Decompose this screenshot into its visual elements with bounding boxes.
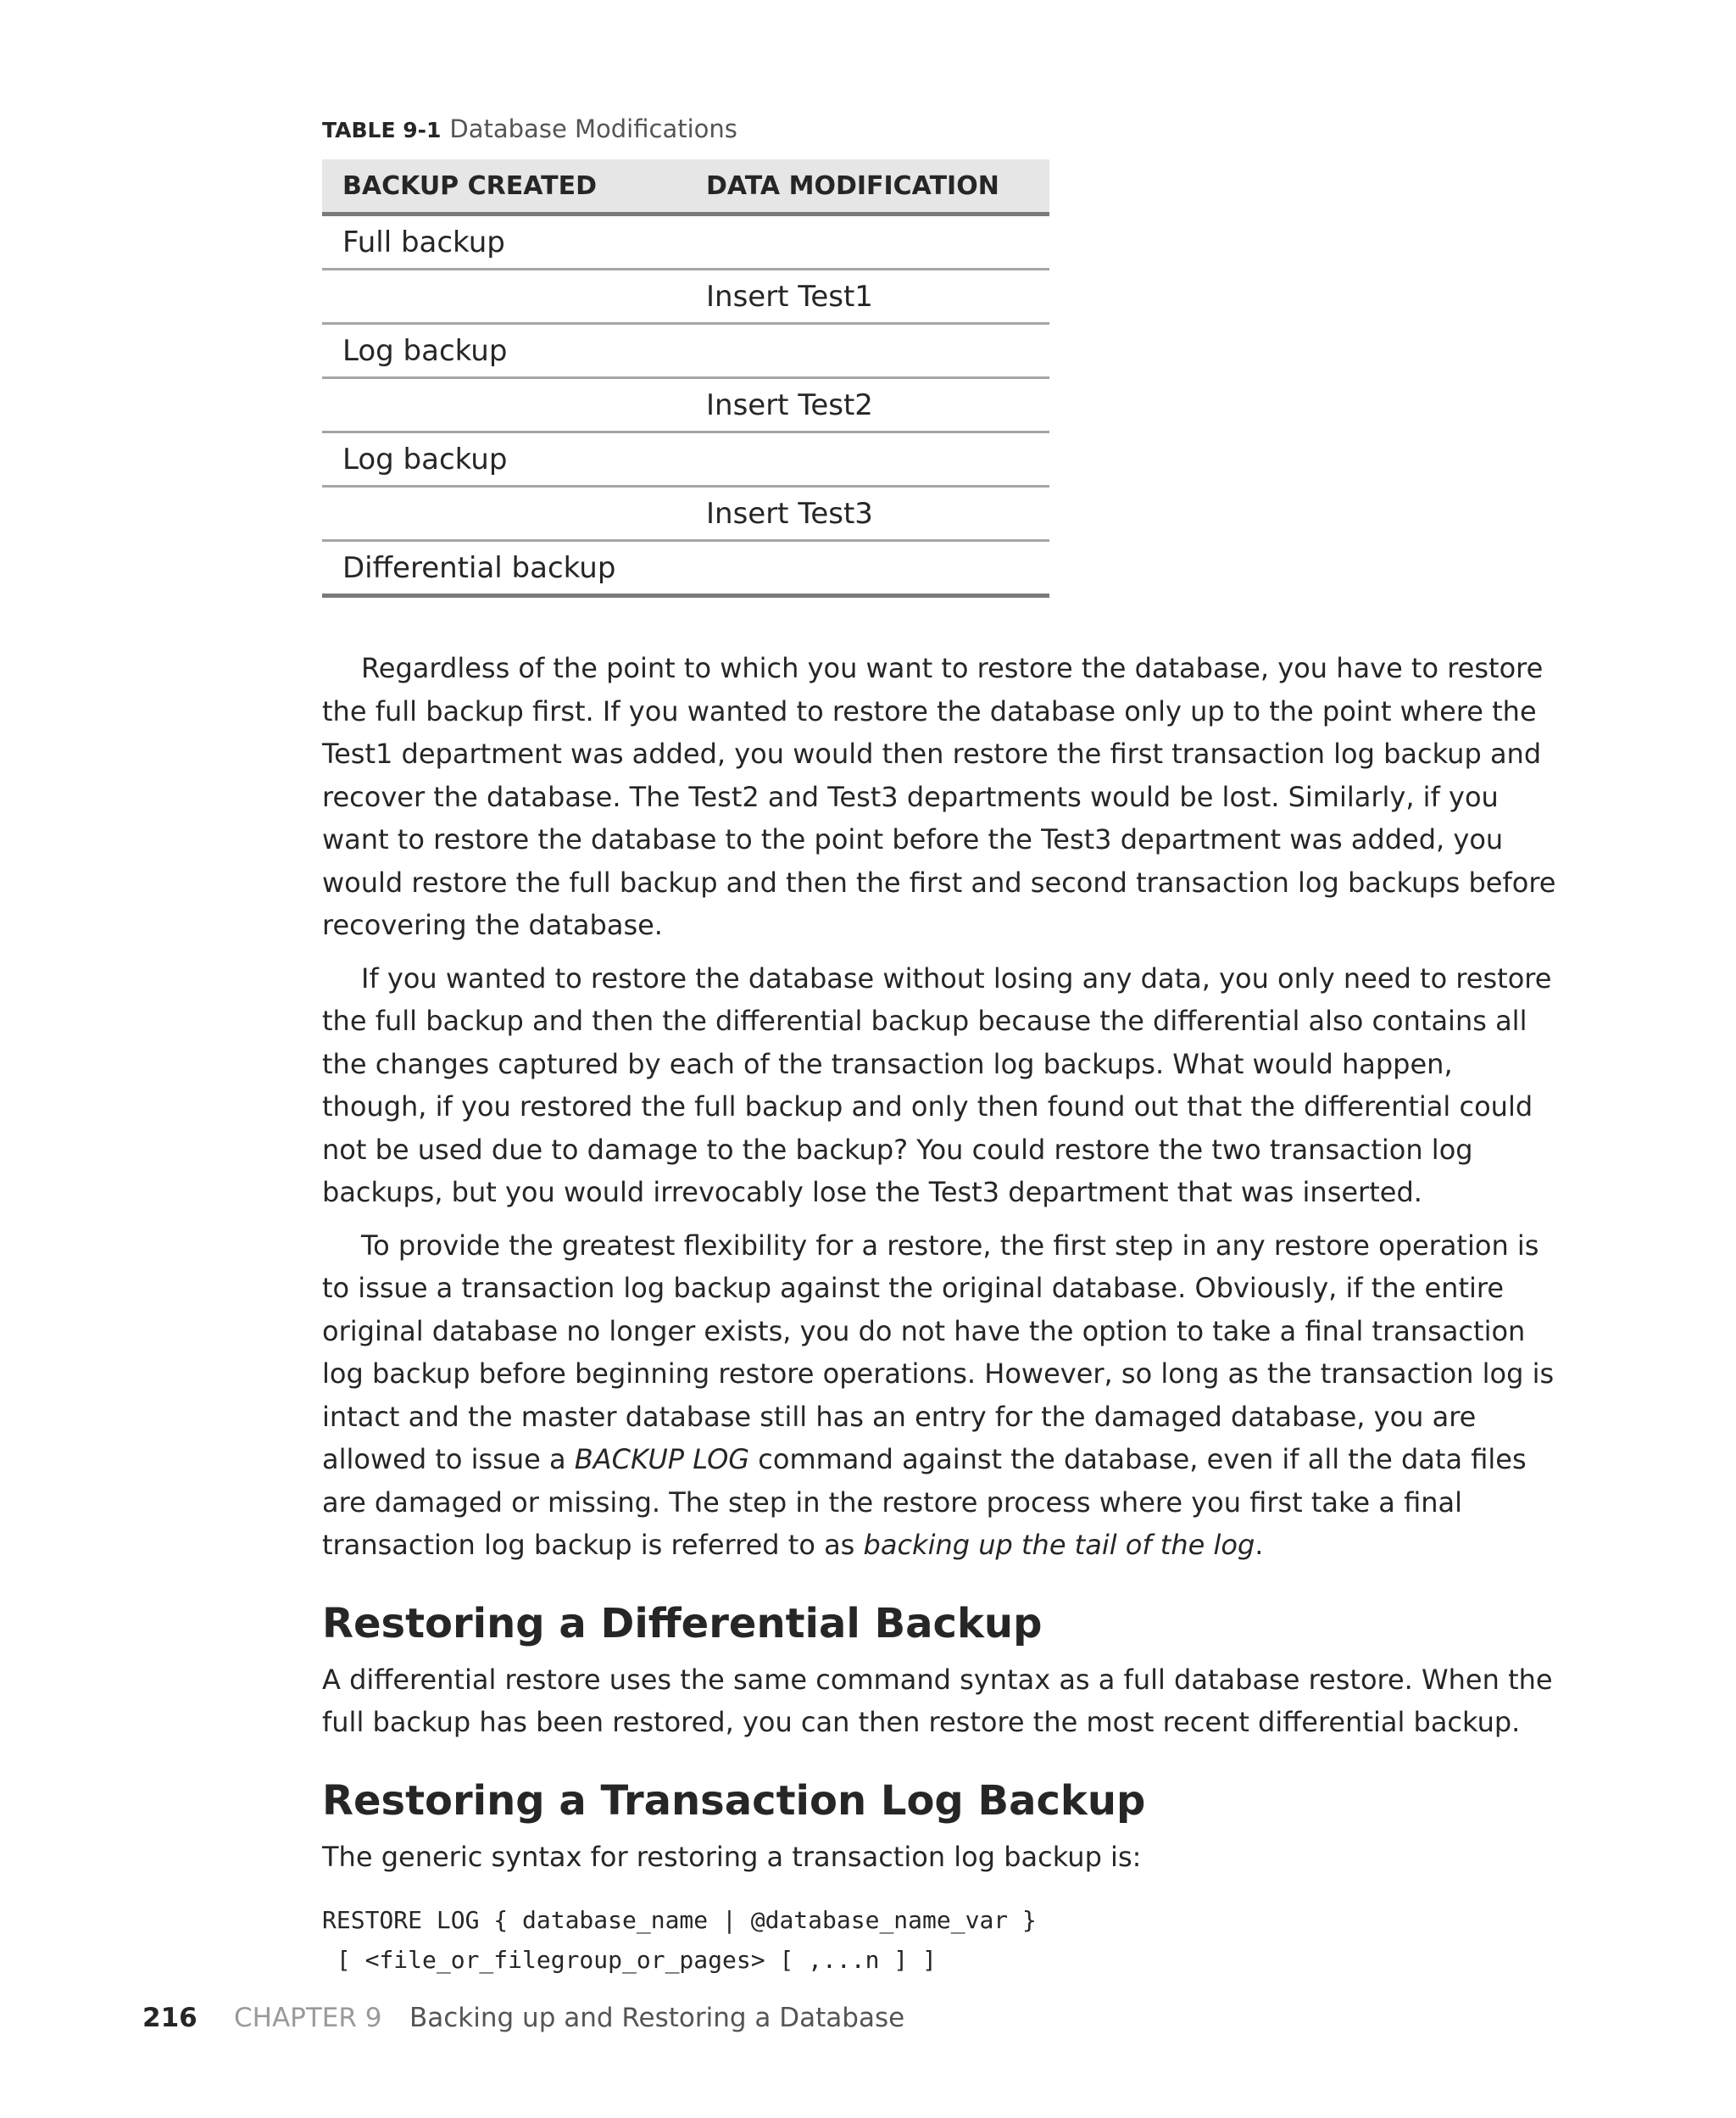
page-content [322,112,1560,1980]
paragraph-restore-point: Regardless of the point to which you want to restore the database, you have to restore the full backup first. If you wanted to restore the database only up to the point where the Test1 department was added, you would then restore the first transaction log backup and recover the database. The Test2 and Test3 departments would be lost. Similarly, if you want to restore the database to the point before the Test3 department was added, you would restore the full backup and then the first and second transaction log backups before recovering the database. [322,652,1556,941]
column-header-data-modification: DATA MODIFICATION [686,159,1049,215]
code-line: [ <file_or_filegroup_or_pages> [ ,...n ] ] [322,1946,937,1974]
cell-data-modification [686,432,1049,487]
table-row [322,432,1049,487]
cell-data-modification: Insert Test3 [686,487,1049,541]
section-heading-transaction-log: Restoring a Transaction Log Backup [322,1776,1146,1825]
code-block [322,1900,1560,1980]
paragraph-tail-of-log [322,1224,1560,1567]
paragraph-transaction-log: The generic syntax for restoring a transaction log backup is: [322,1840,1142,1873]
backup-log-term: BACKUP LOG [574,1443,750,1475]
cell-backup-created [322,378,686,432]
paragraph-no-data-loss: If you wanted to restore the database without losing any data, you only need to restore the full backup and then the differential backup because the differential also contains all the changes captured by each of the transaction log backups. What would happen, though, if you restored the full backup and only then found out that the differential could not be used due to damage to the backup? You could restore the two transaction log backups, but you would irrevocably lose the Test3 department that was inserted. [322,961,1552,1208]
chapter-label: CHAPTER 9 [234,2003,382,2033]
cell-backup-created: Log backup [322,324,686,378]
paragraph-differential: A differential restore uses the same command syntax as a full database restore. When the full backup has been restored, you can then restore the most recent differential backup. [322,1663,1553,1738]
table-row [322,487,1049,541]
cell-backup-created [322,487,686,541]
column-header-backup-created: BACKUP CREATED [322,159,686,215]
table-row [322,324,1049,378]
cell-backup-created [322,270,686,324]
chapter-title: Backing up and Restoring a Database [409,2003,905,2033]
section-heading-differential: Restoring a Differential Backup [322,1599,1043,1647]
cell-backup-created: Full backup [322,215,686,270]
cell-backup-created: Differential backup [322,541,686,596]
cell-data-modification [686,215,1049,270]
paragraph-period: . [1255,1529,1264,1561]
cell-data-modification [686,324,1049,378]
table-row [322,270,1049,324]
table-row [322,541,1049,596]
cell-backup-created: Log backup [322,432,686,487]
table-row [322,378,1049,432]
cell-data-modification: Insert Test1 [686,270,1049,324]
tail-of-log-term: backing up the tail of the log [863,1529,1255,1561]
table-header-row [322,159,1049,215]
body-text [322,647,1560,1980]
paragraph-text: To provide the greatest flexibility for a restore, the first step in any restore operation is to issue a transaction log backup against the original database. Obviously, if the entire original database no longer exists, you do not have the option to take a final transaction log backup before beginning restore operations. However, so long as the transaction log is intact and the master database still has an entry for the damaged database, you are allowed to issue a [322,1229,1555,1475]
paragraph-text: command against the database, even if all the data files are damaged or missing. The step in the restore process where you first take a final transaction log backup is referred to as [322,1443,1527,1561]
cell-data-modification: Insert Test2 [686,378,1049,432]
table-row [322,215,1049,270]
cell-data-modification [686,541,1049,596]
page-number: 216 [142,2003,198,2033]
code-line: RESTORE LOG { database_name | @database_name_var } [322,1906,1037,1934]
database-modifications-table [322,159,1049,598]
table-number: TABLE 9-1 [322,118,442,142]
table-title: Database Modifications [449,114,737,143]
page-footer [142,2001,904,2035]
table-caption [322,112,1560,148]
